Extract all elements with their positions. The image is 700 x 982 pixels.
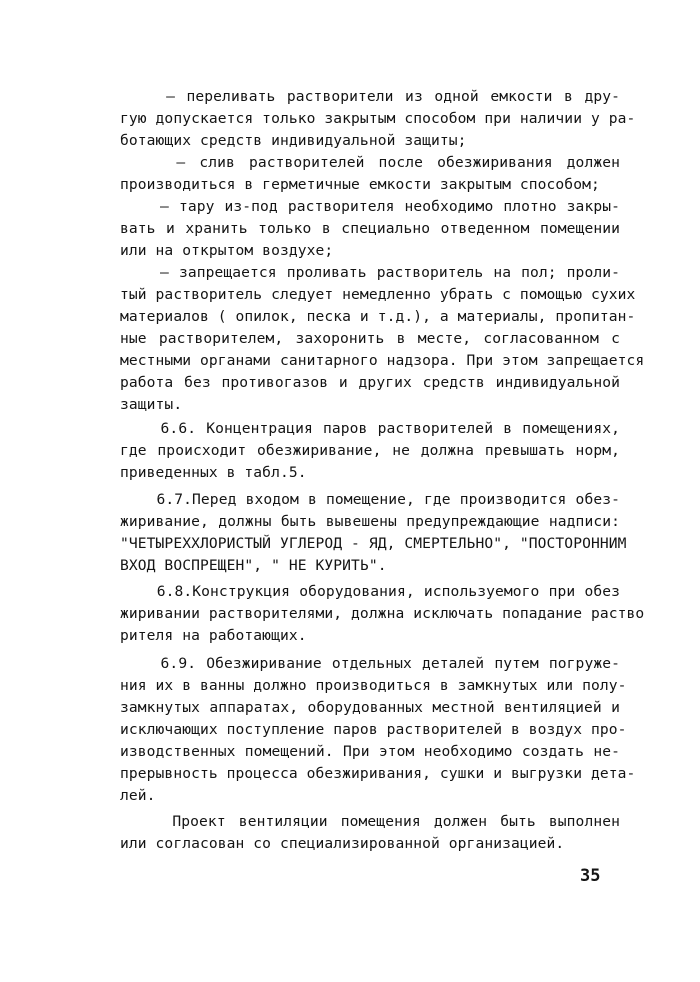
text-line: вать и хранить только в специально отведенном помещении: [120, 220, 620, 237]
text-line: Проект вентиляции помещения должен быть выполнен: [120, 813, 620, 830]
text-line: изводственных помещений. При этом необходимо создать не-: [120, 743, 620, 760]
text-line: защиты.: [120, 396, 183, 413]
page-number: 35: [580, 866, 601, 886]
text-line: 6.8.Конструкция оборудования, используемого при обез: [120, 583, 620, 600]
text-line: производиться в герметичные емкости закрытым способом;: [120, 176, 600, 193]
text-line: "ЧЕТЫРЕХХЛОРИСТЫЙ УГЛЕРОД - ЯД, СМЕРТЕЛЬНО", "ПОСТОРОННИМ: [120, 535, 627, 552]
text-line: или на открытом воздухе;: [120, 242, 334, 259]
text-line: ботающих средств индивидуальной защиты;: [120, 132, 467, 149]
text-line: ВХОД ВОСПРЕЩЕН", " НЕ КУРИТЬ".: [120, 557, 387, 574]
text-line: прерывность процесса обезжиривания, сушки и выгрузки дета-: [120, 765, 636, 782]
text-line: лей.: [120, 787, 156, 804]
text-line: жиривание, должны быть вывешены предупреждающие надписи:: [120, 513, 620, 530]
text-line: – запрещается проливать растворитель на пол; проли-: [120, 264, 620, 281]
text-line: 6.6. Концентрация паров растворителей в помещениях,: [120, 420, 620, 437]
text-line: ния их в ванны должно производиться в замкнутых или полу-: [120, 677, 627, 694]
text-line: – переливать растворители из одной емкости в дру-: [120, 88, 620, 105]
text-line: где происходит обезжиривание, не должна превышать норм,: [120, 442, 620, 459]
text-line: жиривании растворителями, должна исключать попадание раство: [120, 605, 645, 622]
text-line: 6.7.Перед входом в помещение, где производится обез-: [120, 491, 620, 508]
text-line: работа без противогазов и других средств индивидуальной: [120, 374, 620, 391]
text-line: – слив растворителей после обезжиривания должен: [120, 154, 620, 171]
text-line: гую допускается только закрытым способом при наличии у ра-: [120, 110, 636, 127]
text-line: материалов ( опилок, песка и т.д.), а материалы, пропитан-: [120, 308, 636, 325]
text-line: рителя на работающих.: [120, 627, 307, 644]
text-line: замкнутых аппаратах, оборудованных местной вентиляцией и: [120, 699, 620, 716]
text-line: приведенных в табл.5.: [120, 464, 307, 481]
text-line: 6.9. Обезжиривание отдельных деталей путем погруже-: [120, 655, 620, 672]
text-line: исключающих поступление паров растворителей в воздух про-: [120, 721, 627, 738]
text-line: или согласован со специализированной организацией.: [120, 835, 565, 852]
text-line: тый растворитель следует немедленно убрать с помощью сухих: [120, 286, 636, 303]
text-line: ные растворителем, захоронить в месте, согласованном с: [120, 330, 620, 347]
text-line: местными органами санитарного надзора. При этом запрещается: [120, 352, 645, 369]
text-line: – тару из-под растворителя необходимо плотно закры-: [120, 198, 620, 215]
